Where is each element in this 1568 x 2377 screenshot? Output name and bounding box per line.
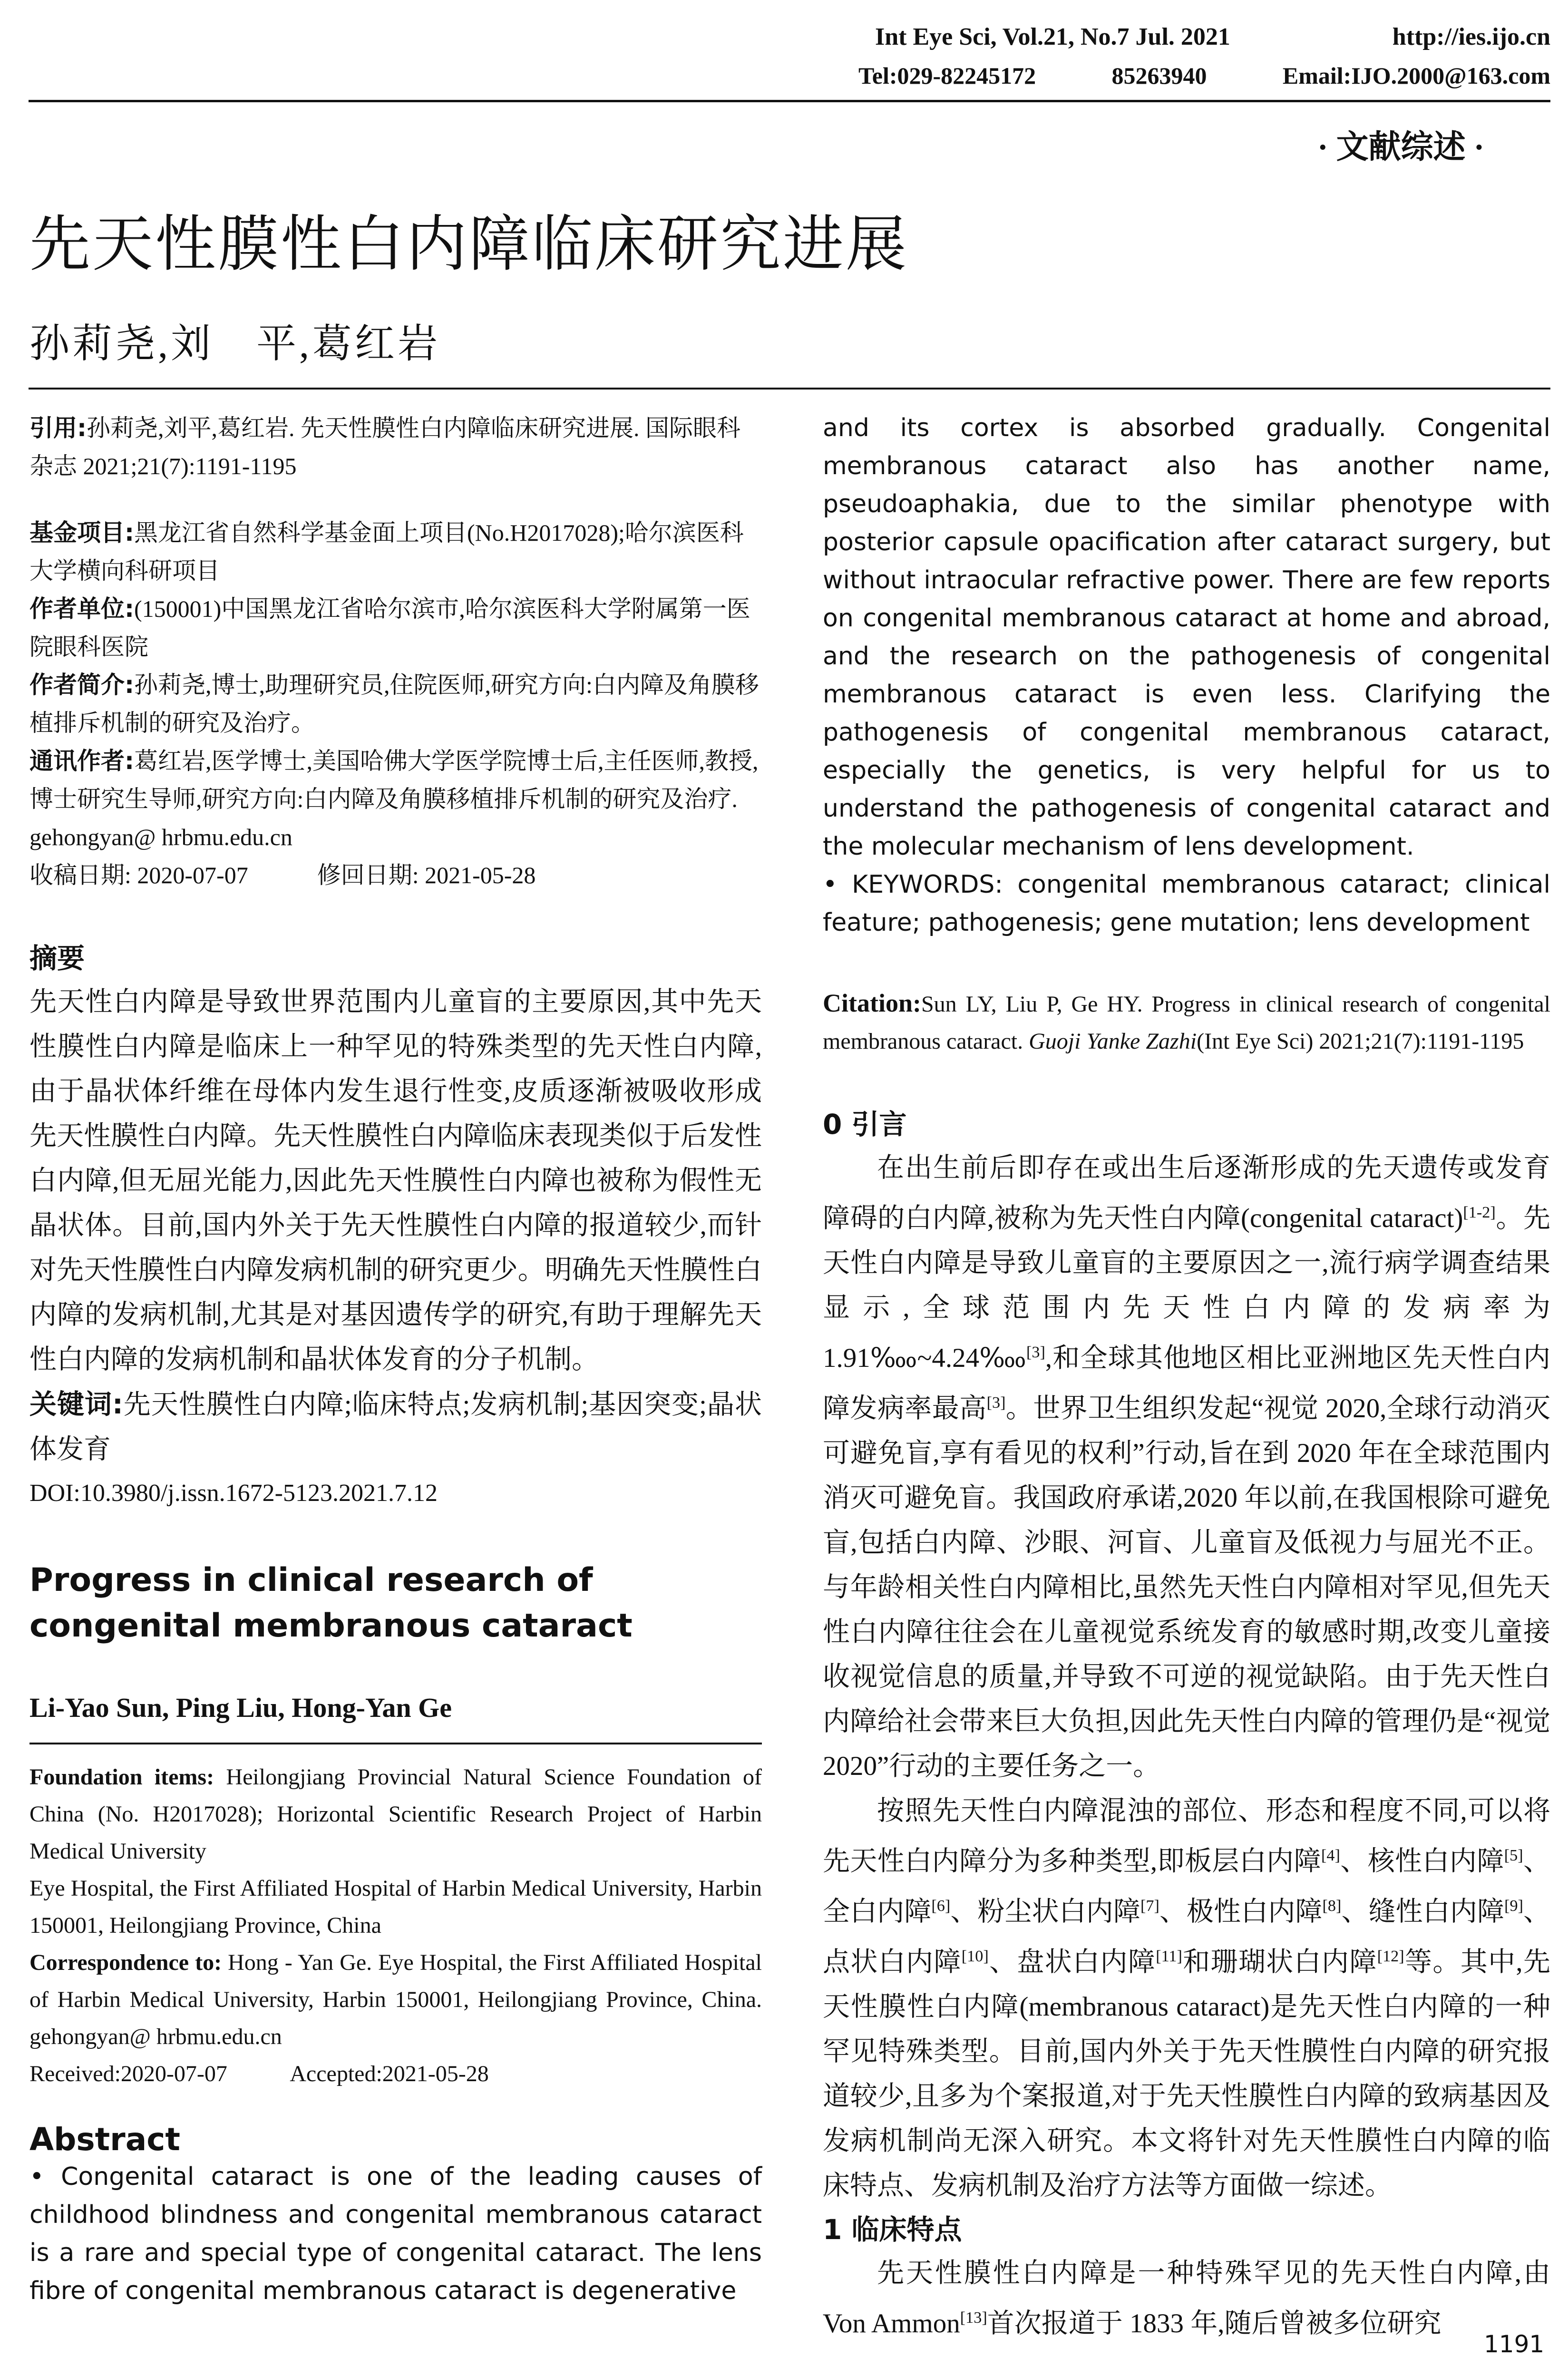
citation-en: [823, 984, 1550, 1060]
keywords-zh-label: 关键词:: [29, 1389, 123, 1420]
revised-zh: 修回日期: 2021-05-28: [317, 862, 536, 888]
citation-zh-label: 引用:: [29, 414, 87, 442]
citation-en-label: Citation:: [823, 989, 921, 1017]
article-authors: 孙莉尧,刘 平,葛红岩: [29, 322, 441, 366]
contact-header: [858, 62, 1550, 89]
fund-zh-label: 基金项目:: [29, 519, 134, 546]
unit-zh-text: (150001)中国黑龙江省哈尔滨市,哈尔滨医科大学附属第一医院眼科医院: [29, 595, 750, 660]
corr-zh-label: 通讯作者:: [29, 747, 134, 775]
bio-zh-text: 孙莉尧,博士,助理研究员,住院医师,研究方向:白内障及角膜移植排斥机制的研究及治疗。: [29, 672, 759, 736]
fund-zh-text: 黑龙江省自然科学基金面上项目(No.H2017028);哈尔滨医科大学横向科研项目: [29, 519, 744, 584]
foundation-en-text: Heilongjiang Provincial Natural Science Foundation of China (No. H2017028); Horizontal Scientific Research Project of Harbin Medical University: [29, 1764, 762, 1864]
correspondence-en-text: Hong - Yan Ge. Eye Hospital, the First Affiliated Hospital of Harbin Medical University, Harbin 150001, Heilongjiang Province, China. gehongyan@ hrbmu.edu.cn: [29, 1950, 762, 2049]
abstract-zh-text: 先天性白内障是导致世界范围内儿童盲的主要原因,其中先天性膜性白内障是临床上一种罕见的特殊类型的先天性白内障,由于晶状体纤维在母体内发生退行性变,皮质逐渐被吸收形成先天性膜性白内障。先天性膜性白内障临床表现类似于后发性白内障,但无屈光能力,因此先天性膜性白内障也被称为假性无晶状体。目前,国内外关于先天性膜性白内障的报道较少,而针对先天性膜性白内障发病机制的研究更少。明确先天性膜性白内障的发病机制,尤其是对基因遗传学的研究,有助于理解先天性白内障的发病机制和晶状体发育的分子机制。: [29, 987, 762, 1374]
abstract-en-part2: and its cortex is absorbed gradually. Congenital membranous cataract also has another name, pseudoaphakia, due to the similar phenotype with posterior capsule opacification after cataract surgery, but without intraocular refractive power. There are few reports on congenital membranous cataract at home and abroad, and the research on the pathogenesis of congenital membranous cataract is even less. Clarifying the pathogenesis of congenital membranous cataract, especially the genetics, is very helpful for us to understand the pathogenesis of congenital cataract and the molecular mechanism of lens development.: [823, 414, 1550, 861]
journal-tel: Tel:029-82245172: [858, 62, 1036, 89]
intro-paragraph-1: 在出生前后即存在或出生后逐渐形成的先天遗传或发育障碍的白内障,被称为先天性白内障(congenital cataract)[1-2]。先天性白内障是导致儿童盲的主要原因之一,流行病学调查结果显示,全球范围内先天性白内障的发病率为 1.91‱~4.24‱[3],和全球其他地区相比亚洲地区先天性白内障发病率最高[3]。世界卫生组织发起“视觉 2020,全球行动消灭可避免盲,享有看见的权利”行动,旨在到 2020 年在全球范围内消灭可避免盲。我国政府承诺,2020 年以前,在我国根除可避免盲,包括白内障、沙眼、河盲、儿童盲及低视力与屈光不正。与年龄相关性白内障相比,虽然先天性白内障相对罕见,但先天性白内障往往会在儿童视觉系统发育的敏感时期,改变儿童接收视觉信息的质量,并导致不可逆的视觉缺陷。由于先天性白内障给社会带来巨大负担,因此先天性白内障的管理仍是“视觉 2020”行动的主要任务之一。: [823, 1153, 1550, 1781]
accepted-en: Accepted:2021-05-28: [290, 2061, 489, 2086]
correspondence-en-label: Correspondence to:: [29, 1950, 222, 1975]
english-authors-rule: [29, 1743, 762, 1744]
foundation-en-label: Foundation items:: [29, 1764, 214, 1790]
citation-en-pre: Sun LY, Liu P, Ge HY. Progress in clinical research of congenital membranous cataract.: [823, 992, 1550, 1054]
abstract-zh-heading: 摘要: [29, 942, 85, 974]
ref-3[interactable]: [3]: [1026, 1344, 1045, 1361]
received-en: Received:2020-07-07: [29, 2061, 227, 2086]
dates-zh: [29, 856, 762, 894]
correspondence-en: [29, 1944, 762, 2056]
ref-4[interactable]: [4]: [1321, 1847, 1340, 1864]
abstract-en-part1: • Congenital cataract is one of the leading causes of childhood blindness and congenital membranous cataract is a rare and special type of congenital cataract. The lens fibre of congenital membranous cataract is degenerative: [29, 2163, 762, 2305]
journal-citation-header: Int Eye Sci, Vol.21, No.7 Jul. 2021: [875, 23, 1230, 50]
page-number: 1191: [1484, 2330, 1545, 2358]
english-title: Progress in clinical research of congenital membranous cataract: [29, 1561, 633, 1645]
affiliation-en: Eye Hospital, the First Affiliated Hospital of Harbin Medical University, Harbin 150001, Heilongjiang Province, China: [29, 1876, 762, 1938]
running-header: [875, 23, 1550, 51]
keywords-en: • KEYWORDS: congenital membranous cataract; clinical feature; pathogenesis; gene mutation; lens development: [823, 870, 1550, 937]
article-title: 先天性膜性白内障临床研究进展: [29, 209, 909, 280]
ref-5[interactable]: [5]: [1504, 1847, 1523, 1864]
ref-3b[interactable]: [3]: [986, 1394, 1006, 1412]
ref-6[interactable]: [6]: [931, 1897, 951, 1915]
foundation-en: [29, 1759, 762, 1870]
corr-zh: [29, 742, 762, 856]
keywords-zh-text: 先天性膜性白内障;临床特点;发病机制;基因突变;晶状体发育: [29, 1390, 762, 1464]
citation-zh-text: 孙莉尧,刘平,葛红岩. 先天性膜性白内障临床研究进展. 国际眼科杂志 2021;21(7):1191-1195: [29, 415, 740, 479]
ref-7[interactable]: [7]: [1140, 1897, 1159, 1915]
unit-zh-label: 作者单位:: [29, 595, 134, 623]
intro-paragraph-2: 按照先天性白内障混浊的部位、形态和程度不同,可以将先天性白内障分为多种类型,即板层白内障[4]、核性白内障[5]、全白内障[6]、粉尘状白内障[7]、极性白内障[8]、缝性白内障[9]、点状白内障[10]、盘状白内障[11]和珊瑚状白内障[12]等。其中,先天性膜性白内障(membranous cataract)是先天性白内障的一种罕见特殊类型。目前,国内外关于先天性膜性白内障的研究报道较少,且多为个案报道,对于先天性膜性白内障的致病基因及发病机制尚无深入研究。本文将针对先天性膜性白内障的临床特点、发病机制及治疗方法等方面做一综述。: [823, 1796, 1551, 2201]
ref-1-2[interactable]: [1-2]: [1463, 1204, 1496, 1221]
right-column: [823, 409, 1550, 2346]
received-zh: 收稿日期: 2020-07-07: [29, 862, 248, 888]
citation-en-post: (Int Eye Sci) 2021;21(7):1191-1195: [1197, 1029, 1524, 1054]
ref-13[interactable]: [13]: [960, 2309, 987, 2327]
ref-11[interactable]: [11]: [1156, 1948, 1182, 1965]
citation-zh: [29, 409, 762, 485]
section-tag: · 文献综述 ·: [1317, 129, 1485, 165]
ref-12[interactable]: [12]: [1377, 1948, 1404, 1965]
keywords-zh: [29, 1382, 762, 1472]
section-1-heading: 1 临床特点: [823, 2213, 962, 2246]
ref-10[interactable]: [10]: [961, 1948, 989, 1965]
journal-tel-2: 85263940: [1111, 62, 1207, 89]
unit-zh: [29, 590, 762, 666]
journal-email[interactable]: Email:IJO.2000@163.com: [1282, 62, 1550, 89]
english-authors: Li-Yao Sun, Ping Liu, Hong-Yan Ge: [29, 1692, 452, 1723]
journal-url[interactable]: http://ies.ijo.cn: [1392, 23, 1550, 50]
ref-8[interactable]: [8]: [1322, 1897, 1342, 1915]
bio-zh-label: 作者简介:: [29, 671, 134, 699]
section-1-paragraph: 先天性膜性白内障是一种特殊罕见的先天性白内障,由 Von Ammon[13]首次报道于 1833 年,随后曾被多位研究: [823, 2258, 1550, 2338]
fund-zh: [29, 514, 762, 590]
ref-9[interactable]: [9]: [1504, 1897, 1523, 1915]
header-rule: [29, 100, 1550, 102]
left-column: [29, 409, 762, 2310]
intro-heading: 0 引言: [823, 1108, 907, 1140]
abstract-en-heading: Abstract: [29, 2121, 180, 2158]
dates-en: [29, 2056, 762, 2093]
doi[interactable]: DOI:10.3980/j.issn.1672-5123.2021.7.12: [29, 1480, 438, 1507]
bio-zh: [29, 666, 762, 742]
corr-zh-text: 葛红岩,医学博士,美国哈佛大学医学院博士后,主任医师,教授,博士研究生导师,研究方向:白内障及角膜移植排斥机制的研究及治疗. gehongyan@ hrbmu.edu.cn: [29, 748, 759, 850]
title-rule: [29, 388, 1550, 390]
citation-en-journal: Guoji Yanke Zazhi: [1029, 1029, 1197, 1054]
